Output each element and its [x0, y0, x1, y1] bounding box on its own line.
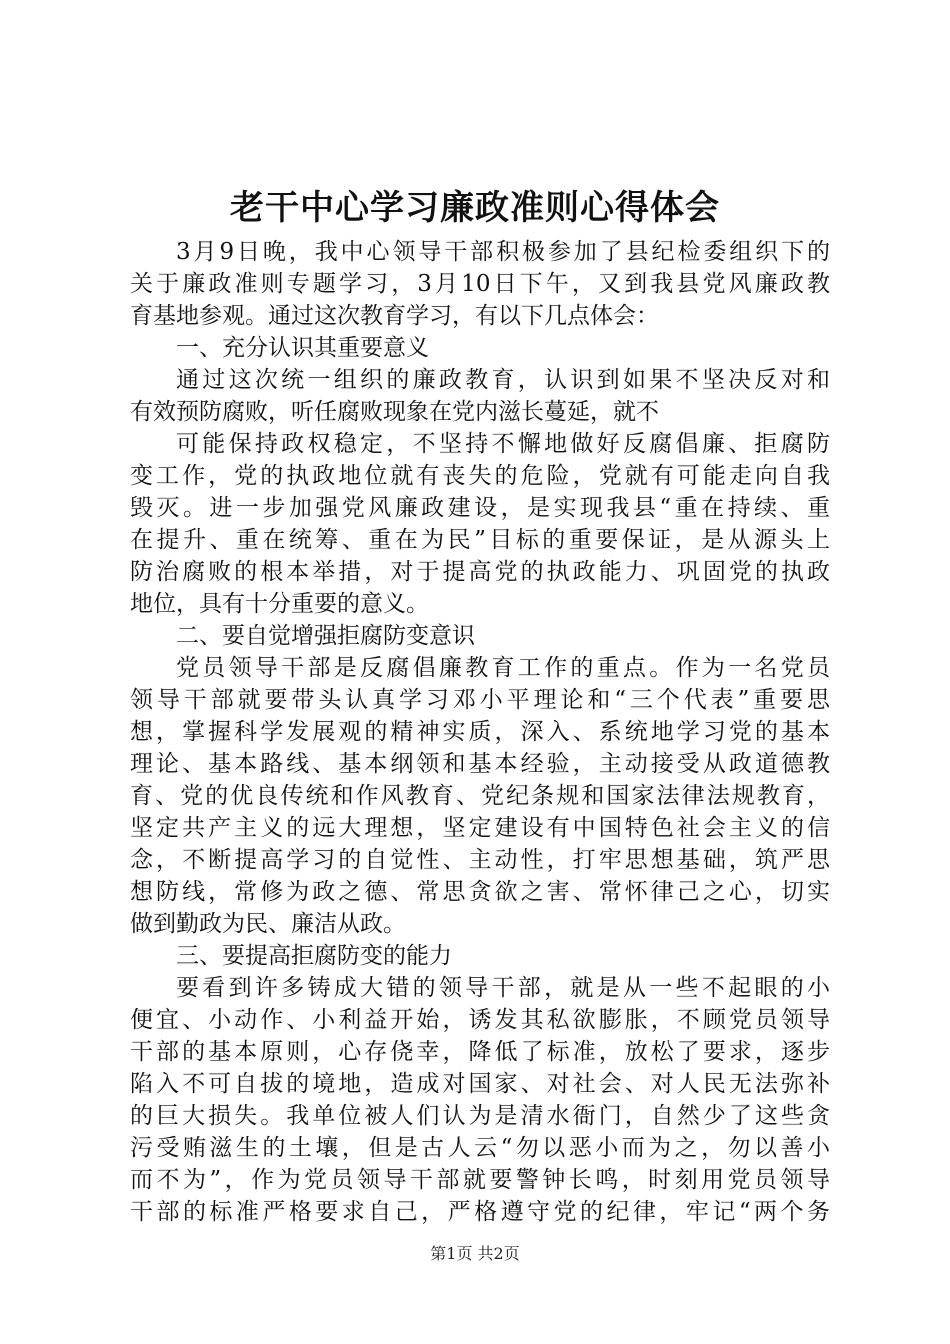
paragraph-line: 理论、基本路线、基本纲领和基本经验，主动接受从政道德教 [130, 751, 830, 777]
paragraph-line: 做到勤政为民、廉洁从政。 [130, 911, 406, 937]
section-heading: 三、要提高拒腐防变的能力 [176, 943, 452, 969]
document-body [130, 236, 830, 1228]
document-title: 老干中心学习廉政准则心得体会 [230, 188, 720, 228]
paragraph-line: 坚定共产主义的远大理想，坚定建设有中国特色社会主义的信 [130, 815, 830, 841]
paragraph-line: 要看到许多铸成大错的领导干部，就是从一些不起眼的小 [176, 975, 830, 1001]
paragraph-line: 地位，具有十分重要的意义。 [130, 591, 429, 617]
paragraph-line: 可能保持政权稳定，不坚持不懈地做好反腐倡廉、拒腐防 [176, 431, 830, 457]
paragraph-line: 毁灭。进一步加强党风廉政建设，是实现我县“重在持续、重 [130, 495, 830, 521]
paragraph-line: 关于廉政准则专题学习，3月10日下午，又到我县党风廉政教 [130, 271, 830, 297]
paragraph-line: 3月9日晚，我中心领导干部积极参加了县纪检委组织下的 [176, 239, 830, 265]
paragraph-line: 变工作，党的执政地位就有丧失的危险，党就有可能走向自我 [130, 463, 830, 489]
paragraph-line: 育基地参观。通过这次教育学习，有以下几点体会： [130, 303, 659, 329]
paragraph-line: 的巨大损失。我单位被人们认为是清水衙门，自然少了这些贪 [130, 1103, 830, 1129]
paragraph-line: 干部的基本原则，心存侥幸，降低了标准，放松了要求，逐步 [130, 1039, 830, 1065]
paragraph-line: 领导干部就要带头认真学习邓小平理论和“三个代表”重要思 [130, 687, 830, 713]
paragraph-line: 而不为”，作为党员领导干部就要警钟长鸣，时刻用党员领导 [130, 1167, 830, 1193]
paragraph-line: 便宜、小动作、小利益开始，诱发其私欲膨胀，不顾党员领导 [130, 1007, 830, 1033]
paragraph-line: 防治腐败的根本举措，对于提高党的执政能力、巩固党的执政 [130, 559, 830, 585]
section-heading: 二、要自觉增强拒腐防变意识 [176, 623, 475, 649]
paragraph-line: 陷入不可自拔的境地，造成对国家、对社会、对人民无法弥补 [130, 1071, 830, 1097]
paragraph-line: 念，不断提高学习的自觉性、主动性，打牢思想基础，筑严思 [130, 847, 830, 873]
paragraph-line: 污受贿滋生的土壤，但是古人云“勿以恶小而为之，勿以善小 [130, 1135, 830, 1161]
paragraph-line: 想，掌握科学发展观的精神实质，深入、系统地学习党的基本 [130, 719, 830, 745]
page-number-footer: 第1页 共2页 [430, 1244, 520, 1263]
paragraph-line: 有效预防腐败，听任腐败现象在党内滋长蔓延，就不 [130, 399, 659, 425]
paragraph-line: 党员领导干部是反腐倡廉教育工作的重点。作为一名党员 [176, 655, 830, 681]
section-heading: 一、充分认识其重要意义 [176, 335, 429, 361]
paragraph-line: 在提升、重在统筹、重在为民”目标的重要保证，是从源头上 [130, 527, 830, 553]
paragraph-line: 想防线，常修为政之德、常思贪欲之害、常怀律己之心，切实 [130, 879, 830, 905]
paragraph-line: 通过这次统一组织的廉政教育，认识到如果不坚决反对和 [176, 367, 830, 393]
paragraph-line: 干部的标准严格要求自己，严格遵守党的纪律，牢记“两个务 [130, 1199, 830, 1225]
paragraph-line: 育、党的优良传统和作风教育、党纪条规和国家法律法规教育， [130, 783, 830, 809]
